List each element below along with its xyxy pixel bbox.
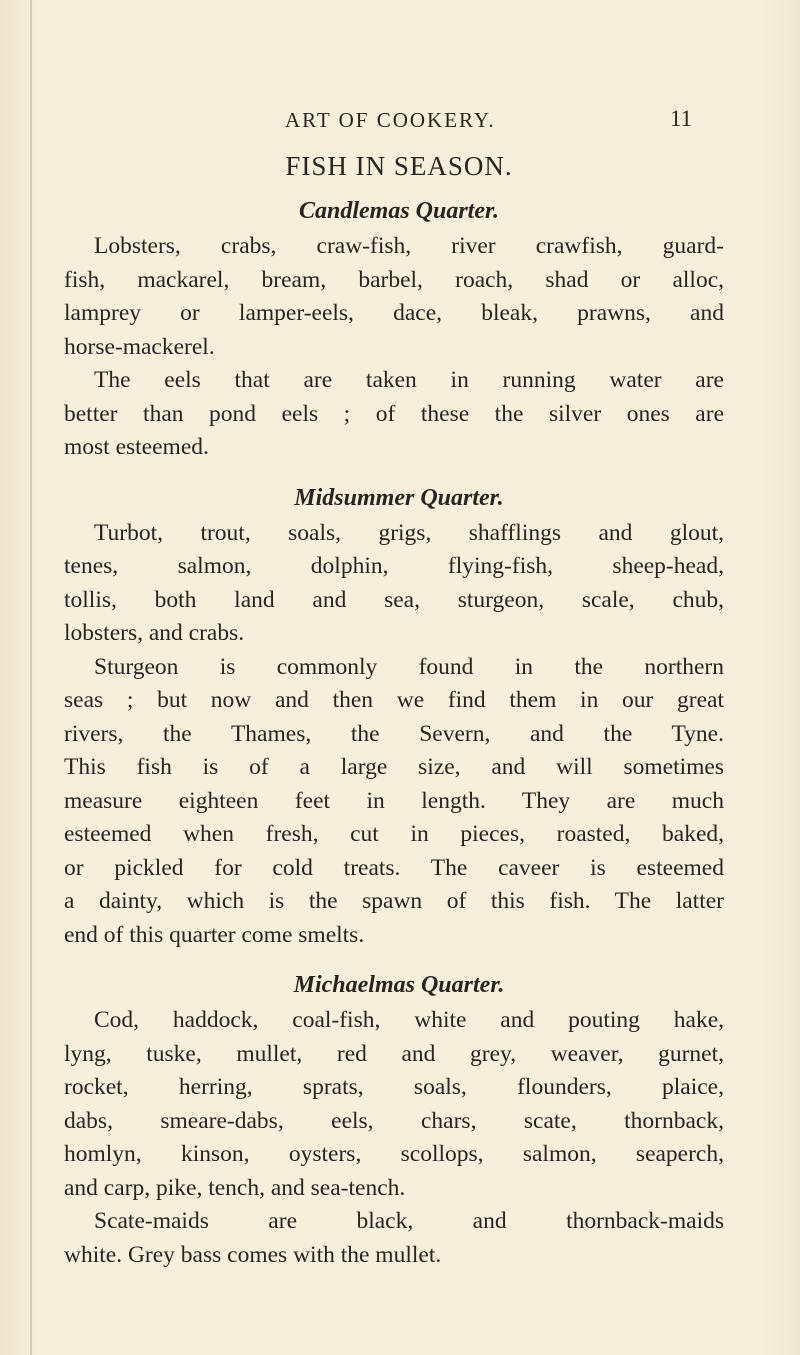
text-line: homlyn, kinson, oysters, scollops, salmon, seaperch, (64, 1141, 724, 1167)
text-line: rivers, the Thames, the Severn, and the Tyne. (64, 720, 724, 747)
text-line: lyng, tuske, mullet, red and grey, weaver, gurnet, (64, 1040, 724, 1067)
section-heading-michaelmas: Michaelmas Quarter. (293, 972, 505, 998)
text-line: better than pond eels ; of these the silver ones are (64, 400, 724, 427)
text-line: measure eighteen feet in length. They are much (64, 787, 724, 814)
text-line: Scate-maids are black, and thornback-maids (94, 1208, 724, 1234)
text-line: or pickled for cold treats. The caveer is esteemed (64, 854, 724, 881)
running-title: ART OF COOKERY. (285, 108, 496, 132)
text-line: Cod, haddock, coal-fish, white and pouting hake, (94, 1007, 724, 1033)
text-line: This fish is of a large size, and will sometimes (64, 754, 724, 780)
text-line: rocket, herring, sprats, soals, flounders, plaice, (64, 1074, 724, 1100)
text-line: end of this quarter come smelts. (64, 921, 365, 948)
text-line: and carp, pike, tench, and sea-tench. (64, 1174, 406, 1201)
text-line: tollis, both land and sea, sturgeon, scale, chub, (64, 586, 724, 613)
text-line: dabs, smeare-dabs, eels, chars, scate, thornback, (64, 1107, 724, 1134)
paragraph (64, 1004, 724, 1205)
paragraph (64, 517, 724, 651)
text-line: most esteemed. (64, 434, 209, 460)
paragraph (64, 364, 724, 465)
text-line: Turbot, trout, soals, grigs, shafflings and glout, (94, 519, 724, 546)
text-line: white. Grey bass comes with the mullet. (64, 1241, 442, 1268)
page-content (64, 146, 724, 1272)
page-number: 11 (670, 106, 693, 131)
section-heading-midsummer: Midsummer Quarter. (294, 484, 504, 511)
text-line: lobsters, and crabs. (64, 620, 245, 646)
text-line: a dainty, which is the spawn of this fish. The latter (64, 888, 724, 914)
text-line: The eels that are taken in running water are (94, 367, 724, 393)
text-line: lamprey or lamper-eels, dace, bleak, prawns, and (64, 300, 724, 326)
paragraph (64, 230, 724, 364)
text-line: seas ; but now and then we find them in our great (64, 687, 724, 713)
paragraph (64, 1205, 724, 1272)
text-line: tenes, salmon, dolphin, flying-fish, sheep-head, (64, 553, 724, 579)
text-line: Sturgeon is commonly found in the northern (94, 653, 724, 680)
chapter-title: FISH IN SEASON. (285, 151, 513, 181)
text-line: esteemed when fresh, cut in pieces, roasted, baked, (64, 821, 724, 847)
section-heading-candlemas: Candlemas Quarter. (298, 198, 500, 224)
text-line: fish, mackarel, bream, barbel, roach, shad or alloc, (64, 266, 724, 293)
paragraph (64, 651, 724, 953)
text-line: Lobsters, crabs, craw-fish, river crawfish, guard- (94, 233, 724, 259)
text-line: horse-mackerel. (64, 333, 215, 360)
running-head (0, 108, 800, 138)
page-gutter (30, 0, 32, 1355)
